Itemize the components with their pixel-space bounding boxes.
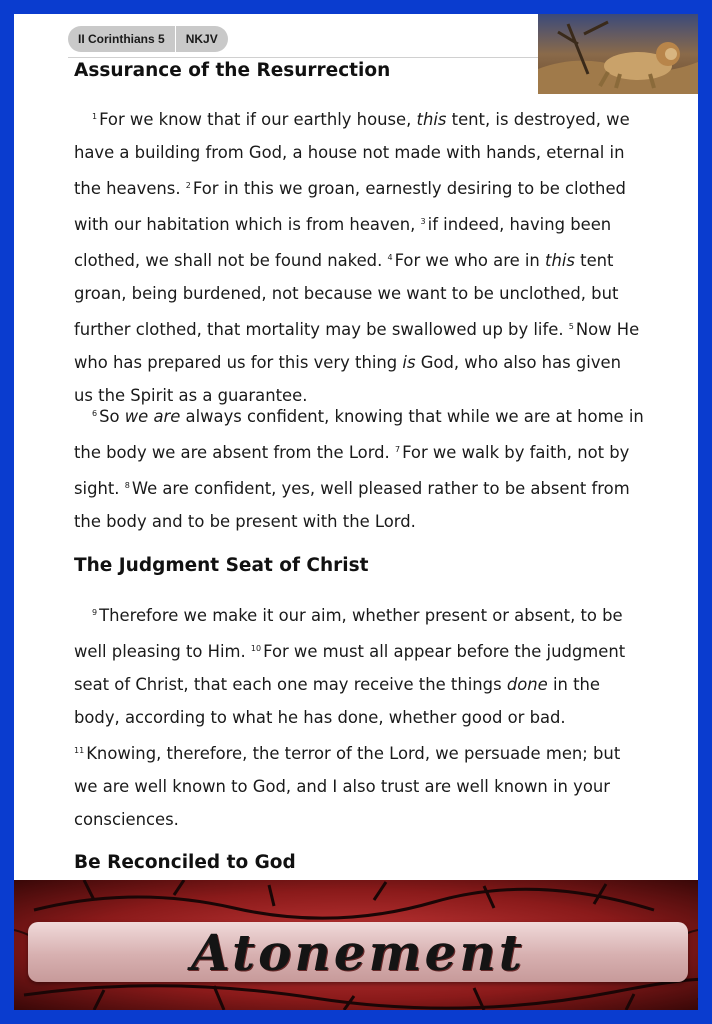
banner-title: Atonement — [191, 922, 525, 982]
verse-number: 2 — [185, 181, 191, 190]
section-heading: Be Reconciled to God — [74, 852, 296, 873]
version-label[interactable]: NKJV — [185, 32, 218, 46]
verse-text: always confident, knowing that while we are at home in the body we are absent from the Lord. — [74, 407, 644, 462]
verse-text: God, who also has given us the Spirit as a guarantee. — [74, 353, 621, 405]
verse-number: 4 — [387, 253, 393, 262]
banner-plaque — [28, 922, 688, 982]
italic-word: we are — [124, 407, 181, 426]
italic-word: this — [545, 251, 575, 270]
verse-number: 3 — [420, 217, 426, 226]
lion-painting-image — [538, 14, 698, 94]
verse-text: tent, is destroyed, we have a building from God, a house not made with hands, eternal in the heavens. — [74, 110, 630, 198]
passage-reference-pill[interactable] — [68, 26, 228, 52]
verse-text: For in this we groan, earnestly desiring to be clothed with our habitation which is from heaven, — [74, 179, 626, 234]
verse-number: 9 — [92, 608, 98, 617]
verse-paragraph — [74, 596, 644, 836]
verse-text: Knowing, therefore, the terror of the Lord, we persuade men; but we are well known to God, and I also trust are well known in your consciences. — [74, 744, 621, 829]
verse-text: For we know that if our earthly house, — [99, 110, 417, 129]
reader-header — [14, 14, 534, 58]
verse-number: 5 — [568, 322, 574, 331]
verse-text: Therefore we make it our aim, whether present or absent, to be well pleasing to Him. — [74, 606, 623, 661]
verse-text: For we walk by faith, not by sight. — [74, 443, 630, 498]
verse-paragraph — [74, 397, 644, 538]
verse-number: 1 — [92, 112, 98, 121]
verse-text: For we must all appear before the judgment seat of Christ, that each one may receive the things — [74, 642, 626, 694]
verse-paragraph — [74, 100, 644, 412]
atonement-banner — [14, 880, 698, 1010]
verse-number: 6 — [92, 409, 98, 418]
italic-word: is — [402, 353, 416, 372]
book-chapter-label[interactable]: II Corinthians 5 — [78, 32, 165, 46]
section-heading: Assurance of the Resurrection — [74, 60, 391, 81]
header-rule — [68, 57, 542, 58]
section-heading: The Judgment Seat of Christ — [74, 555, 369, 576]
verse-text: in the body, according to what he has done, whether good or bad. — [74, 675, 600, 727]
verse-text: For we who are in — [394, 251, 546, 270]
verse-number: 10 — [250, 644, 262, 653]
verse-text: tent groan, being burdened, not because we want to be unclothed, but further clothed, that mortality may be swallowed up by life. — [74, 251, 619, 339]
italic-word: done — [506, 675, 548, 694]
verse-text: if indeed, having been clothed, we shall not be found naked. — [74, 215, 612, 270]
verse-number: 7 — [394, 445, 401, 454]
italic-word: this — [416, 110, 447, 129]
verse-number: 8 — [124, 481, 130, 490]
verse-text: We are confident, yes, well pleased rather to be absent from the body and to be present with the Lord. — [74, 479, 630, 531]
verse-text: So — [99, 407, 125, 426]
verse-number: 11 — [74, 746, 85, 755]
scripture-page — [14, 14, 698, 880]
verse-text: Now He who has prepared us for this very thing — [74, 320, 640, 372]
